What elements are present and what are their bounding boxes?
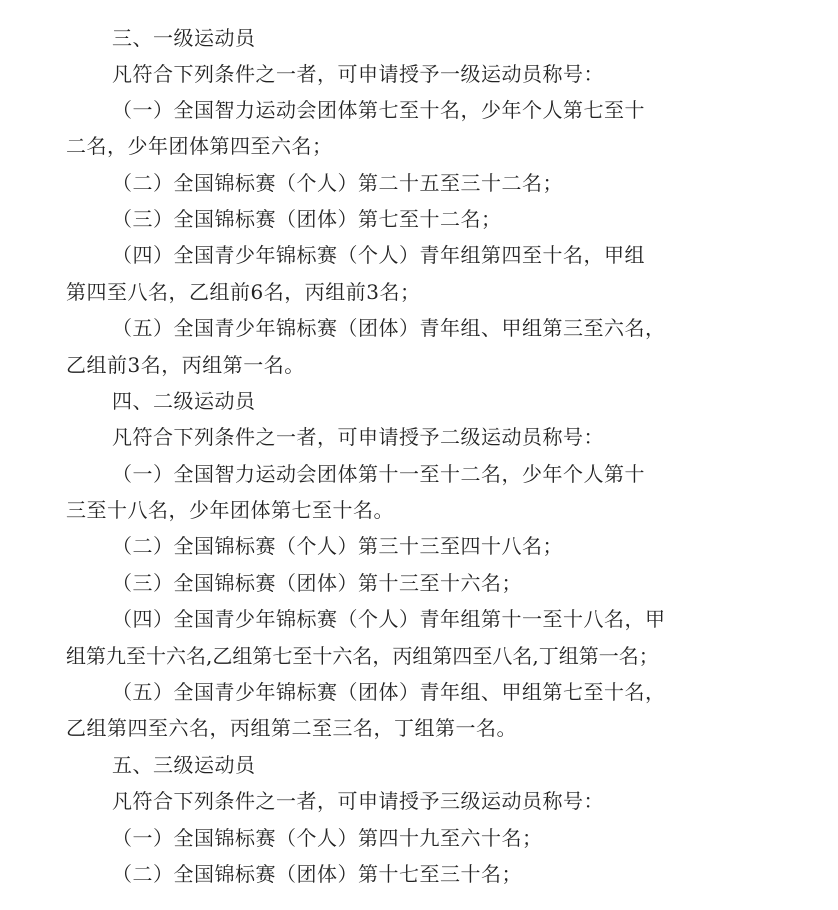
list-item: （二）全国锦标赛（个人）第三十三至四十八名；	[112, 534, 563, 558]
list-item: （五）全国青少年锦标赛（团体）青年组、甲组第三至六名，	[112, 316, 666, 340]
list-item: （五）全国青少年锦标赛（团体）青年组、甲组第七至十名，	[112, 680, 666, 704]
list-item: （一）全国智力运动会团体第七至十名，少年个人第七至十	[112, 98, 645, 122]
section-heading-level-2: 四、二级运动员	[112, 389, 256, 413]
list-item-continuation: 二名，少年团体第四至六名；	[66, 134, 333, 158]
list-item-continuation: 第四至八名，乙组前6名，丙组前3名；	[66, 280, 421, 304]
list-item-continuation: 组第九至十六名,乙组第七至十六名，丙组第四至八名,丁组第一名；	[66, 644, 659, 668]
section-heading-level-1: 三、一级运动员	[112, 26, 256, 50]
list-item: （四）全国青少年锦标赛（个人）青年组第十一至十八名，甲	[112, 607, 666, 631]
list-item: （三）全国锦标赛（团体）第十三至十六名；	[112, 571, 522, 595]
list-item-continuation: 三至十八名，少年团体第七至十名。	[66, 498, 394, 522]
section-intro: 凡符合下列条件之一者，可申请授予二级运动员称号：	[112, 425, 604, 449]
list-item-continuation: 乙组第四至六名，丙组第二至三名，丁组第一名。	[66, 716, 517, 740]
list-item: （三）全国锦标赛（团体）第七至十二名；	[112, 207, 502, 231]
list-item: （四）全国青少年锦标赛（个人）青年组第四至十名，甲组	[112, 243, 645, 267]
list-item: （二）全国锦标赛（团体）第十七至三十名；	[112, 862, 522, 886]
section-heading-level-3: 五、三级运动员	[112, 753, 256, 777]
list-item: （二）全国锦标赛（个人）第二十五至三十二名；	[112, 171, 563, 195]
list-item-continuation: 乙组前3名，丙组第一名。	[66, 353, 305, 377]
list-item: （一）全国智力运动会团体第十一至十二名，少年个人第十	[112, 462, 645, 486]
section-intro: 凡符合下列条件之一者，可申请授予一级运动员称号：	[112, 62, 604, 86]
list-item: （一）全国锦标赛（个人）第四十九至六十名；	[112, 826, 543, 850]
section-intro: 凡符合下列条件之一者，可申请授予三级运动员称号：	[112, 789, 604, 813]
